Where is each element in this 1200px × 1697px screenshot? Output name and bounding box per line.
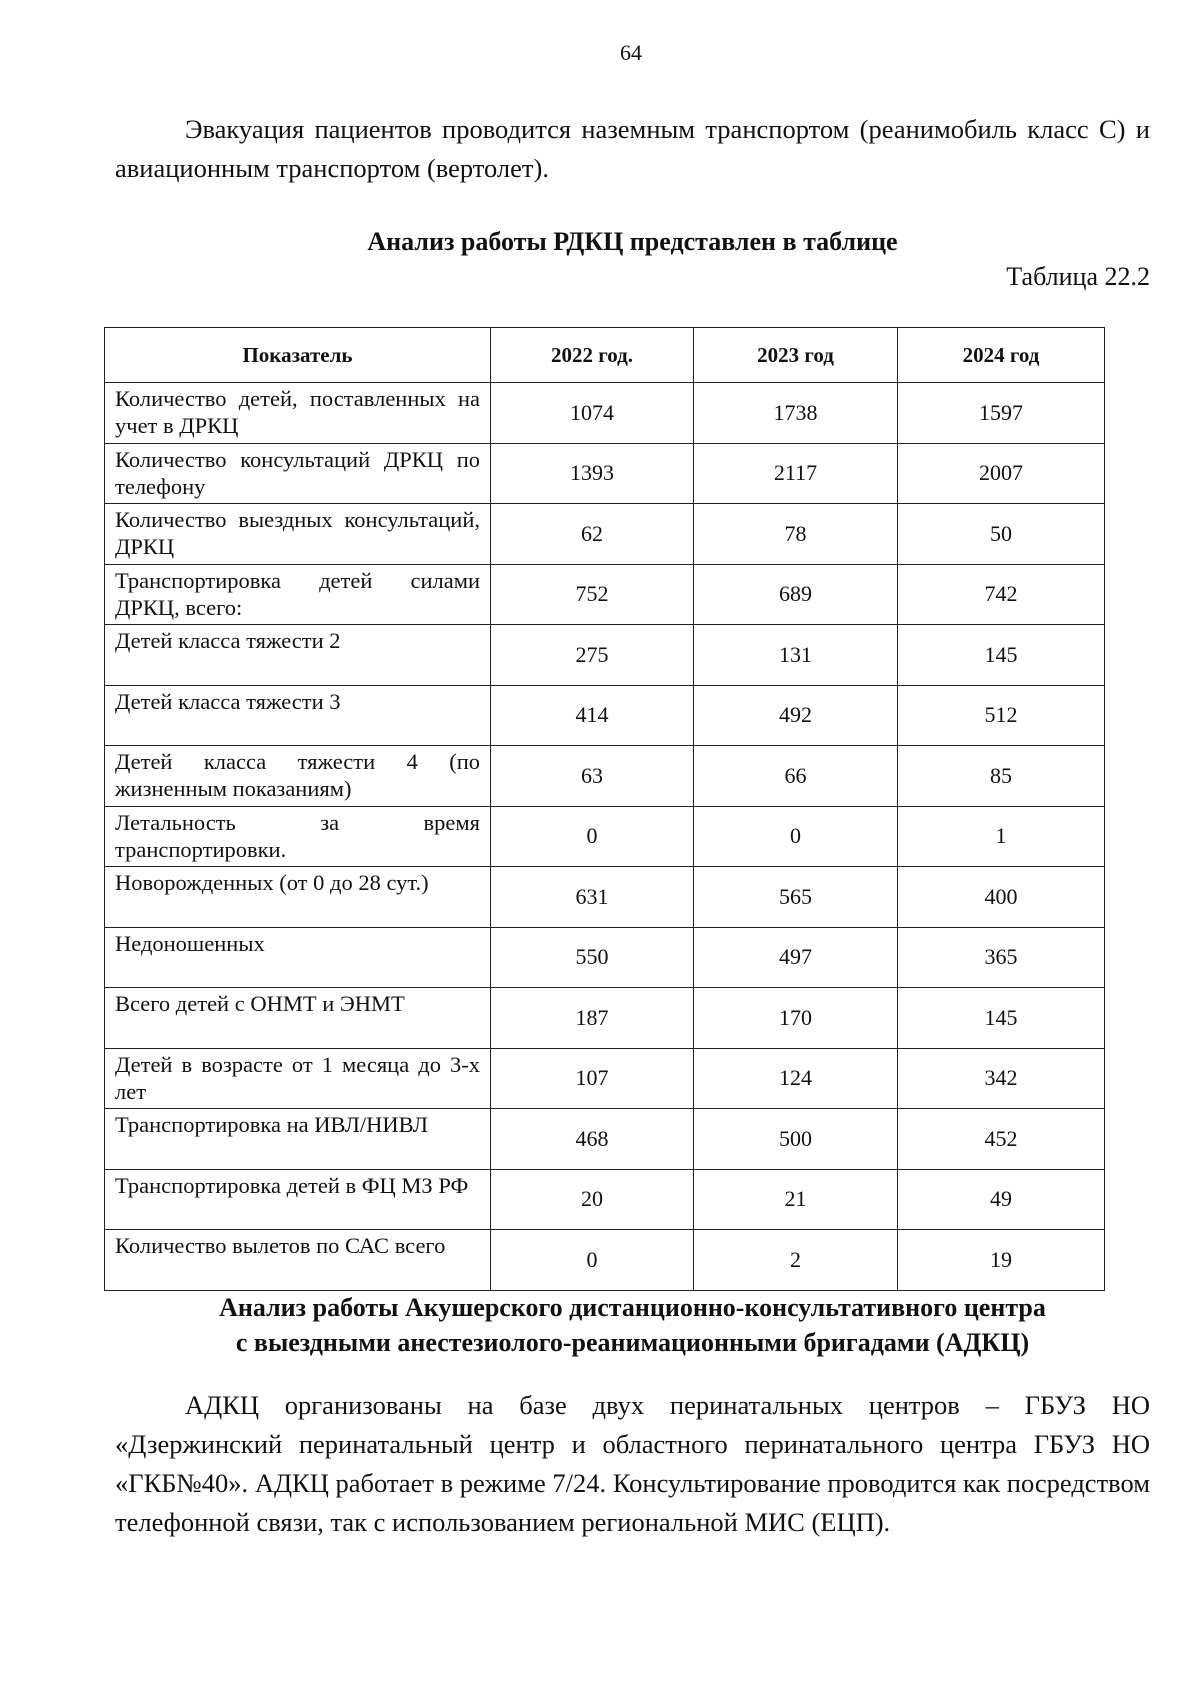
table-row bbox=[105, 1048, 1105, 1109]
cell-2023: 2 bbox=[694, 1230, 898, 1291]
row-label: Количество вылетов по САС всего bbox=[105, 1230, 491, 1291]
row-label: Всего детей с ОНМТ и ЭНМТ bbox=[105, 988, 491, 1049]
table-row bbox=[105, 685, 1105, 746]
table-row bbox=[105, 927, 1105, 988]
cell-2023: 170 bbox=[694, 988, 898, 1049]
cell-2022: 62 bbox=[491, 504, 694, 565]
row-label: Количество выездных консультаций, ДРКЦ bbox=[105, 504, 491, 565]
table-row bbox=[105, 1169, 1105, 1230]
cell-2024: 145 bbox=[898, 625, 1105, 686]
cell-2022: 1393 bbox=[491, 443, 694, 504]
section-title-adkc-line2: с выездными анестезиолого-реанимационными бригадами (АДКЦ) bbox=[235, 1328, 1030, 1357]
page-number: 64 bbox=[620, 40, 642, 65]
cell-2022: 0 bbox=[491, 806, 694, 867]
row-label: Транспортировка на ИВЛ/НИВЛ bbox=[105, 1109, 491, 1170]
cell-2024: 1597 bbox=[898, 383, 1105, 444]
section-title-adkc-line1: Анализ работы Акушерского дистанционно-консультативного центра bbox=[219, 1293, 1046, 1322]
cell-2024: 49 bbox=[898, 1169, 1105, 1230]
row-label: Недоношенных bbox=[105, 927, 491, 988]
cell-2023: 1738 bbox=[694, 383, 898, 444]
table-header-row bbox=[105, 328, 1105, 383]
table-row bbox=[105, 564, 1105, 625]
cell-2024: 512 bbox=[898, 685, 1105, 746]
section-title-rdkc: Анализ работы РДКЦ представлен в таблице bbox=[367, 227, 898, 256]
cell-2023: 689 bbox=[694, 564, 898, 625]
row-label: Детей в возрасте от 1 месяца до 3-х лет bbox=[105, 1048, 491, 1109]
row-label: Транспортировка детей силами ДРКЦ, всего: bbox=[105, 564, 491, 625]
header-indicator: Показатель bbox=[105, 328, 491, 383]
cell-2023: 124 bbox=[694, 1048, 898, 1109]
cell-2024: 342 bbox=[898, 1048, 1105, 1109]
cell-2023: 66 bbox=[694, 746, 898, 807]
cell-2024: 742 bbox=[898, 564, 1105, 625]
cell-2022: 107 bbox=[491, 1048, 694, 1109]
cell-2024: 50 bbox=[898, 504, 1105, 565]
cell-2024: 365 bbox=[898, 927, 1105, 988]
table-row bbox=[105, 504, 1105, 565]
cell-2022: 187 bbox=[491, 988, 694, 1049]
table-row bbox=[105, 1230, 1105, 1291]
cell-2022: 1074 bbox=[491, 383, 694, 444]
table-row bbox=[105, 443, 1105, 504]
cell-2024: 145 bbox=[898, 988, 1105, 1049]
cell-2022: 0 bbox=[491, 1230, 694, 1291]
row-label: Летальность за время транспортировки. bbox=[105, 806, 491, 867]
data-table bbox=[104, 327, 1105, 1291]
closing-paragraph: АДКЦ организованы на базе двух перинатальных центров – ГБУЗ НО «Дзержинский перинатальный центр и областного перинатального центра ГБУЗ НО «ГКБ№40». АДКЦ работает в режиме 7/24. Консультирование проводится как посредством телефонной связи, так с использованием региональной МИС (ЕЦП). bbox=[115, 1390, 1150, 1537]
cell-2022: 752 bbox=[491, 564, 694, 625]
row-label: Детей класса тяжести 2 bbox=[105, 625, 491, 686]
cell-2023: 492 bbox=[694, 685, 898, 746]
header-2023: 2023 год bbox=[694, 328, 898, 383]
row-label: Количество консультаций ДРКЦ по телефону bbox=[105, 443, 491, 504]
table-row bbox=[105, 383, 1105, 444]
cell-2023: 78 bbox=[694, 504, 898, 565]
table-row bbox=[105, 867, 1105, 928]
table-row bbox=[105, 806, 1105, 867]
cell-2024: 1 bbox=[898, 806, 1105, 867]
row-label: Детей класса тяжести 3 bbox=[105, 685, 491, 746]
table-caption: Таблица 22.2 bbox=[1006, 262, 1150, 291]
cell-2022: 550 bbox=[491, 927, 694, 988]
intro-paragraph: Эвакуация пациентов проводится наземным транспортом (реанимобиль класс С) и авиационным транспортом (вертолет). bbox=[115, 114, 1150, 183]
table-row bbox=[105, 625, 1105, 686]
cell-2024: 452 bbox=[898, 1109, 1105, 1170]
table-row bbox=[105, 746, 1105, 807]
cell-2023: 2117 bbox=[694, 443, 898, 504]
section-title-adkc bbox=[115, 1290, 1150, 1360]
header-2022: 2022 год. bbox=[491, 328, 694, 383]
header-2024: 2024 год bbox=[898, 328, 1105, 383]
cell-2023: 131 bbox=[694, 625, 898, 686]
row-label: Новорожденных (от 0 до 28 сут.) bbox=[105, 867, 491, 928]
row-label: Количество детей, поставленных на учет в ДРКЦ bbox=[105, 383, 491, 444]
cell-2023: 0 bbox=[694, 806, 898, 867]
row-label: Транспортировка детей в ФЦ МЗ РФ bbox=[105, 1169, 491, 1230]
cell-2023: 497 bbox=[694, 927, 898, 988]
table-row bbox=[105, 1109, 1105, 1170]
table-row bbox=[105, 988, 1105, 1049]
cell-2022: 20 bbox=[491, 1169, 694, 1230]
cell-2023: 500 bbox=[694, 1109, 898, 1170]
cell-2024: 19 bbox=[898, 1230, 1105, 1291]
cell-2022: 631 bbox=[491, 867, 694, 928]
cell-2024: 400 bbox=[898, 867, 1105, 928]
cell-2022: 63 bbox=[491, 746, 694, 807]
cell-2023: 565 bbox=[694, 867, 898, 928]
cell-2022: 468 bbox=[491, 1109, 694, 1170]
cell-2022: 414 bbox=[491, 685, 694, 746]
cell-2023: 21 bbox=[694, 1169, 898, 1230]
cell-2024: 85 bbox=[898, 746, 1105, 807]
cell-2024: 2007 bbox=[898, 443, 1105, 504]
row-label: Детей класса тяжести 4 (по жизненным показаниям) bbox=[105, 746, 491, 807]
cell-2022: 275 bbox=[491, 625, 694, 686]
